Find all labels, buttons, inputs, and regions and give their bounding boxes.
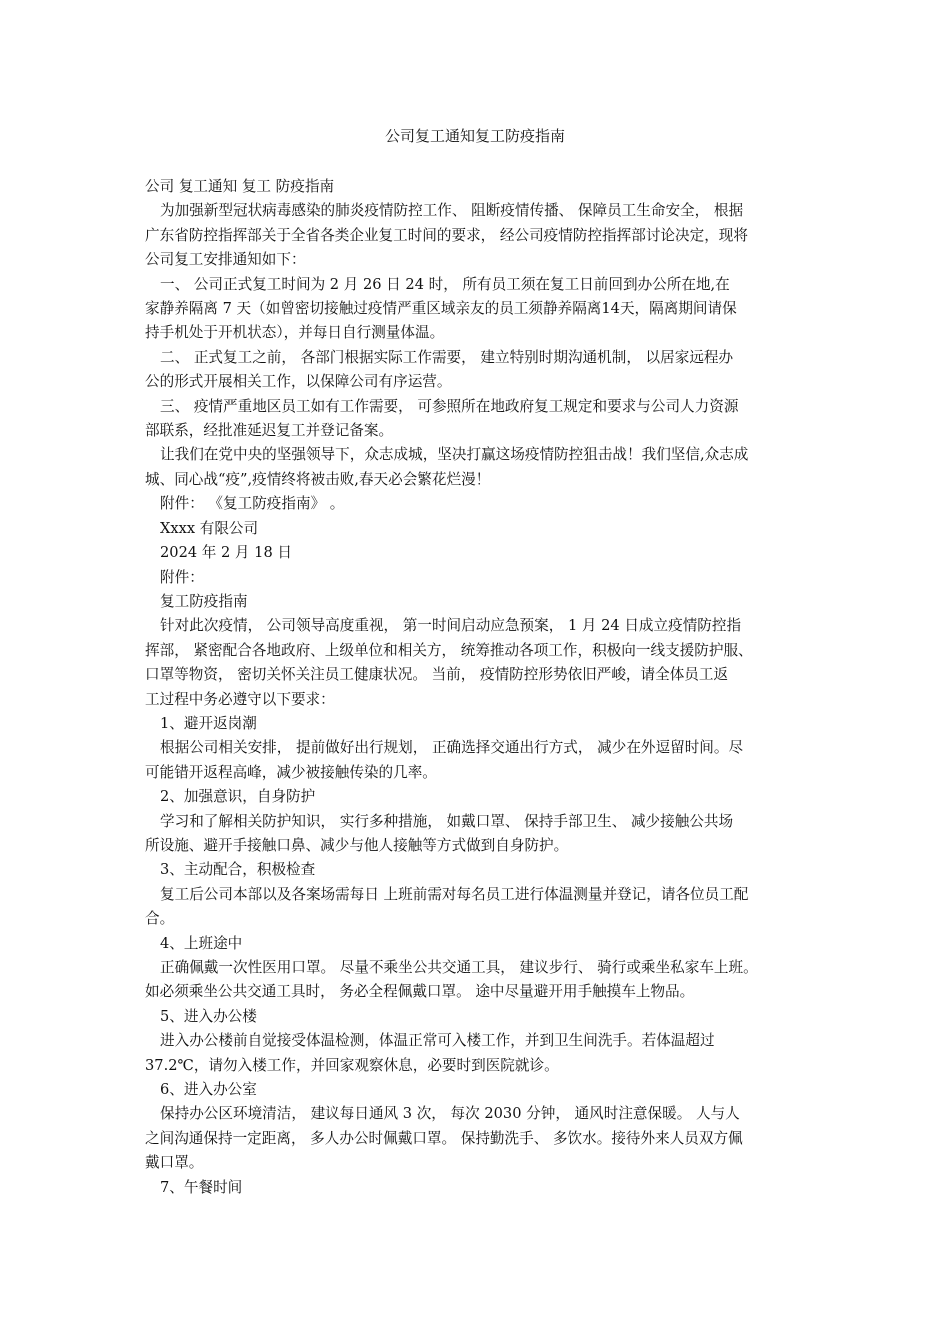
- body-line: 为加强新型冠状病毒感染的肺炎疫情防控工作、 阻断疫情传播、 保障员工生命安全， 根据: [160, 202, 744, 220]
- body-line: 挥部， 紧密配合各地政府、上级单位和相关方， 统筹推动各项工作，积极向一线支援防护服、: [145, 641, 753, 659]
- body-line: 公的形式开展相关工作，以保障公司有序运营。: [145, 373, 452, 391]
- body-line: 附件： 《复工防疫指南》 。: [160, 495, 345, 513]
- body-line: 如必须乘坐公共交通工具时， 务必全程佩戴口罩。 途中尽量避开用手触摸车上物品。: [145, 983, 695, 1001]
- body-line: 城、同心战“疫”,疫情终将被击败,春天必会繁花烂漫！: [145, 470, 491, 488]
- body-line: 附件：: [160, 568, 204, 586]
- body-line: 进入办公楼前自觉接受体温检测，体温正常可入楼工作，并到卫生间洗手。若体温超过: [160, 1032, 715, 1050]
- body-line: 6、进入办公室: [160, 1081, 257, 1099]
- body-line: 复工防疫指南: [160, 592, 248, 610]
- body-line: 部联系，经批准延迟复工并登记备案。: [145, 422, 394, 440]
- body-line: 合。: [145, 910, 175, 928]
- body-line: 戴口罩。: [145, 1154, 204, 1172]
- body-line: 37.2℃，请勿入楼工作，并回家观察休息，必要时到医院就诊。: [145, 1056, 559, 1074]
- body-line: 5、进入办公楼: [160, 1007, 257, 1025]
- body-line: 保持办公区环境清洁， 建议每日通风 3 次， 每次 2030 分钟， 通风时注意保暖。 人与人: [160, 1105, 740, 1123]
- body-line: 7、午餐时间: [160, 1178, 243, 1196]
- body-line: 二、 正式复工之前， 各部门根据实际工作需要， 建立特别时期沟通机制， 以居家远程办: [160, 348, 734, 366]
- body-line: 针对此次疫情， 公司领导高度重视， 第一时间启动应急预案， 1 月 24 日成立疫情防控指: [160, 617, 742, 635]
- body-line: 之间沟通保持一定距离， 多人办公时佩戴口罩。 保持勤洗手、 多饮水。接待外来人员双方佩: [145, 1129, 743, 1147]
- body-line: 所设施、避开手接触口鼻、减少与他人接触等方式做到自身防护。: [145, 836, 569, 854]
- body-line: 一、 公司正式复工时间为 2 月 26 日 24 时， 所有员工须在复工日前回到办公所在地,在: [160, 275, 730, 293]
- body-line: 工过程中务必遵守以下要求：: [145, 690, 335, 708]
- body-line: 家静养隔离 7 天（如曾密切接触过疫情严重区域亲友的员工须静养隔离14天，隔离期间请保: [145, 300, 737, 318]
- body-line: 让我们在党中央的坚强领导下，众志成城，坚决打赢这场疫情防控狙击战！我们坚信,众志成: [160, 446, 749, 464]
- body-line: 1、避开返岗潮: [160, 714, 257, 732]
- body-line: 2024 年 2 月 18 日: [160, 544, 292, 562]
- body-line: 广东省防控指挥部关于全省各类企业复工时间的要求， 经公司疫情防控指挥部讨论决定，现将: [145, 226, 748, 244]
- body-line: 正确佩戴一次性医用口罩。 尽量不乘坐公共交通工具， 建议步行、 骑行或乘坐私家车上班。: [160, 959, 758, 976]
- body-line: 2、加强意识，自身防护: [160, 788, 316, 806]
- body-line: 可能错开返程高峰，减少被接触传染的几率。: [145, 763, 437, 781]
- body-line: 持手机处于开机状态），并每日自行测量体温。: [145, 324, 445, 342]
- body-line: Xxxx 有限公司: [160, 519, 259, 537]
- body-line: 公司 复工通知 复工 防疫指南: [145, 178, 335, 195]
- document-body: [145, 175, 817, 1200]
- document-title: 公司复工通知复工防疫指南: [384, 127, 565, 145]
- body-line: 口罩等物资， 密切关怀关注员工健康状况。 当前， 疫情防控形势依旧严峻，请全体员工返: [145, 666, 729, 684]
- body-line: 根据公司相关安排， 提前做好出行规划， 正确选择交通出行方式， 减少在外逗留时间。尽: [160, 739, 744, 757]
- body-line: 公司复工安排通知如下：: [145, 251, 306, 269]
- body-line: 复工后公司本部以及各案场需每日 上班前需对每名员工进行体温测量并登记，请各位员工配: [160, 885, 749, 903]
- body-line: 4、上班途中: [160, 934, 243, 952]
- body-line: 学习和了解相关防护知识， 实行多种措施， 如戴口罩、 保持手部卫生、 减少接触公共场: [160, 812, 734, 830]
- body-line: 3、主动配合，积极检查: [160, 861, 316, 879]
- body-line: 三、 疫情严重地区员工如有工作需要， 可参照所在地政府复工规定和要求与公司人力资源: [160, 397, 739, 415]
